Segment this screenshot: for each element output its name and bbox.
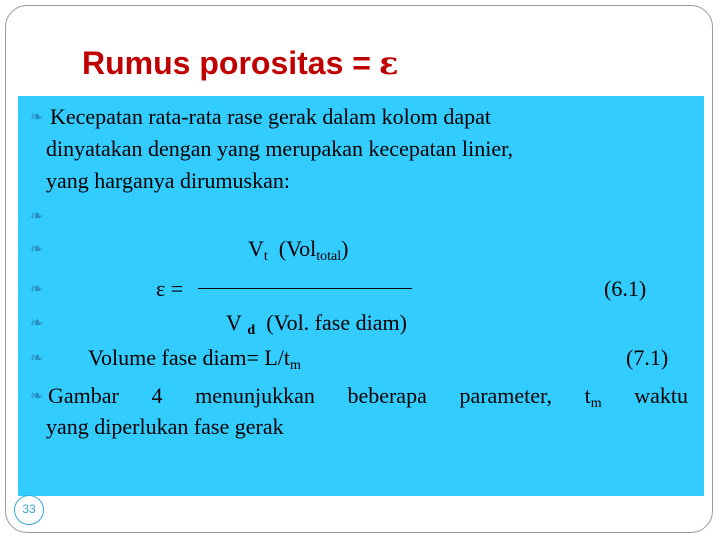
equation-number-7-1: (7.1) [626, 345, 669, 370]
paragraph-1-line-3: yang harganya dirumuskan: [46, 168, 290, 193]
volume-subscript: m [290, 358, 301, 373]
formula-denominator [226, 310, 407, 336]
numerator-close: ) [341, 236, 349, 261]
paragraph-1-line-2: dinyatakan dengan yang merupakan kecepatan linier, [46, 136, 514, 161]
numerator-subscript: t [263, 249, 268, 264]
numerator-total-subscript: total [316, 249, 342, 264]
page-number: 33 [14, 495, 44, 525]
paragraph-2-subscript: m [590, 396, 602, 411]
paragraph-2-text-b: waktu [634, 383, 689, 408]
slide-title [82, 44, 398, 82]
bullet-icon: ❧ [30, 107, 44, 126]
denominator-text: (Vol. fase diam) [266, 310, 407, 335]
volume-equation-text: Volume fase diam= L/t [88, 345, 291, 370]
denominator-v: V [226, 310, 242, 335]
bullet-icon: ❧ [30, 386, 44, 405]
bullet-icon: ❧ [30, 348, 44, 367]
denominator-subscript: d [247, 323, 256, 338]
formula-numerator [248, 236, 349, 262]
bullet-icon: ❧ [30, 239, 44, 258]
title-text: Rumus porositas = [82, 45, 371, 81]
paragraph-1-line-1: Kecepatan rata-rata rase gerak dalam kolom dapat [50, 104, 491, 129]
paragraph-2-text-a: Gambar 4 menunjukkan beberapa parameter, t [48, 383, 591, 408]
fraction-bar [198, 288, 412, 289]
bullet-icon: ❧ [30, 279, 44, 298]
paragraph-2-line-1 [48, 383, 688, 409]
equation-number-6-1: (6.1) [604, 276, 647, 301]
numerator-vol: (Vol [278, 236, 317, 261]
epsilon-symbol: ε [378, 44, 399, 82]
bullet-icon: ❧ [30, 313, 44, 332]
volume-equation [88, 345, 301, 371]
bullet-icon: ❧ [30, 206, 44, 225]
numerator-v: V [248, 236, 264, 261]
paragraph-2-line-2: yang diperlukan fase gerak [46, 414, 284, 439]
epsilon-equals: ε = [156, 276, 184, 301]
